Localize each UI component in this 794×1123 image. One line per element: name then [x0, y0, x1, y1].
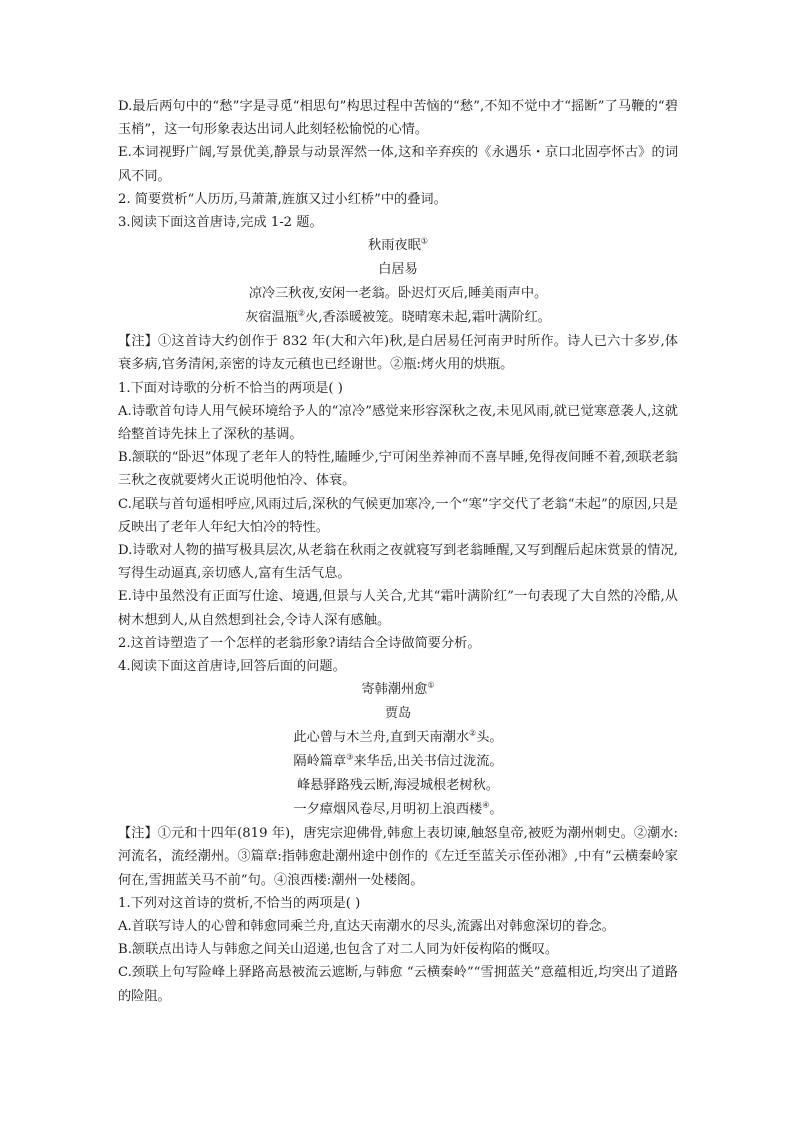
poem-line-part: 灰宿温瓶: [245, 310, 298, 326]
poem-line: 峰悬驿路残云断,海浸城根老树秋。: [296, 778, 499, 794]
option-d: D.诗歌对人物的描写极具层次,从老翁在秋雨之夜就寝写到老翁睡醒,又写到醒后起床赏景的情况,写得生动逼真,亲切感人,富有生活气息。: [118, 543, 678, 582]
footnote-marker: ④: [482, 800, 490, 810]
poem-author: 贾岛: [384, 706, 412, 722]
poem-title: [118, 678, 678, 702]
poem-title: [118, 234, 678, 258]
question-4-intro: 4.阅读下面这首唐诗,回答后面的问题。: [118, 659, 346, 675]
option-d-line: D.最后两句中的“愁”字是寻觅“相思句”构思过程中苦恼的“愁”,不知不觉中才“摇断”了马鞭的“碧玉梢”，这一句形象表达出词人此刻轻松愉悦的心情。: [118, 99, 678, 138]
question-3-intro: 3.阅读下面这首唐诗,完成 1-2 题。: [118, 215, 323, 231]
poem-line-part: 此心曾与木兰舟,直到天南潮水: [293, 730, 470, 746]
footnote-marker: ③: [346, 752, 354, 762]
question-1: 1.下列对这首诗的赏析,不恰当的两项是( ): [118, 895, 361, 911]
poem-title-text: 秋雨夜眠: [368, 238, 421, 254]
question-2: 2.这首诗塑造了一个怎样的老翁形象?请结合全诗做简要分析。: [118, 635, 481, 651]
poem-line-part: 头。: [476, 730, 503, 746]
footnote-marker: ①: [427, 680, 435, 690]
poem-title-text: 寄韩潮州愈: [361, 682, 428, 698]
option-c: C.尾联与首句遥相呼应,风雨过后,深秋的气候更加寒冷,一个“寒”字交代了老翁“未起”的原因,只是反映出了老年人年纪大怕冷的特性。: [118, 496, 678, 535]
question-1: 1.下面对诗歌的分析不恰当的两项是( ): [118, 380, 343, 396]
question-2: 2. 简要赏析“人历历,马萧萧,旌旗又过小红桥”中的叠词。: [118, 191, 447, 207]
poem-note: 【注】①这首诗大约创作于 832 年(大和六年)秋,是白居易任河南尹时所作。诗人已六十多岁,体衰多病,官务清闲,亲密的诗友元稹也已经谢世。②瓶:烤火用的烘瓶。: [118, 334, 678, 373]
poem-line-part: 隔岭篇章: [293, 754, 347, 770]
footnote-marker: ②: [297, 308, 306, 318]
poem-line: 凉冷三秋夜,安闲一老翁。卧迟灯灭后,睡美雨声中。: [248, 286, 548, 302]
poem-line: [118, 306, 678, 330]
footnote-marker: ①: [420, 236, 428, 246]
poem-line: [118, 798, 678, 822]
option-a: A.首联写诗人的心曾和韩愈同乘兰舟,直达天南潮水的尽头,流露出对韩愈深切的眷念。: [118, 919, 615, 935]
poem-note: 【注】①元和十四年(819 年)，唐宪宗迎佛骨,韩愈上表切谏,触怒皇帝,被贬为潮州刺史。②潮水:河流名，流经潮州。③篇章:指韩愈赴潮州途中创作的《左迁至蓝关示侄孙湘》,中有“云横秦岭家何在,雪拥蓝关马不前”句。④浪西楼:潮州一处楼阁。: [118, 826, 678, 888]
option-b: B.颔联点出诗人与韩愈之间关山迢递,也包含了对二人同为奸佞构陷的慨叹。: [118, 942, 559, 958]
poem-line-part: 火,香添暖被笼。晓晴寒未起,霜叶满阶红。: [305, 310, 551, 326]
poem-line: [118, 726, 678, 750]
option-e-line: E.本词视野广阔,写景优美,静景与动景浑然一体,这和辛弃疾的《永遇乐・京口北固亭怀古》的词风不同。: [118, 145, 678, 184]
option-c: C.颈联上句写险峰上驿路高悬被流云遮断,与韩愈 “云横秦岭”“雪拥蓝关”意蕴相近,均突出了道路的险阻。: [118, 965, 678, 1004]
poem-author: 白居易: [378, 262, 418, 278]
footnote-marker: ②: [469, 728, 477, 738]
poem-line-part: 来华岳,出关书信过泷流。: [353, 754, 503, 770]
option-a: A.诗歌首句诗人用气候环境给予人的“凉冷”感觉来形容深秋之夜,未见风雨,就已觉寒意袭人,这就给整首诗先抹上了深秋的基调。: [118, 403, 678, 443]
poem-line-part: 一夕瘴烟风卷尽,月明初上浪西楼: [293, 802, 483, 818]
poem-line: [118, 750, 678, 774]
option-e: E.诗中虽然没有正面写仕途、境遇,但景与人关合,尤其“霜叶满阶红”一句表现了大自然的冷酷,从树木想到人,从自然想到社会,令诗人深有感触。: [118, 589, 678, 628]
poem-line-part: 。: [489, 802, 503, 818]
option-b: B.颔联的“卧迟”体现了老年人的特性,瞌睡少,宁可闲坐养神而不喜早睡,免得夜间睡不着,颈联老翁三秋之夜就要烤火正说明他怕冷、体衰。: [118, 450, 678, 489]
document-body: [118, 95, 678, 1008]
